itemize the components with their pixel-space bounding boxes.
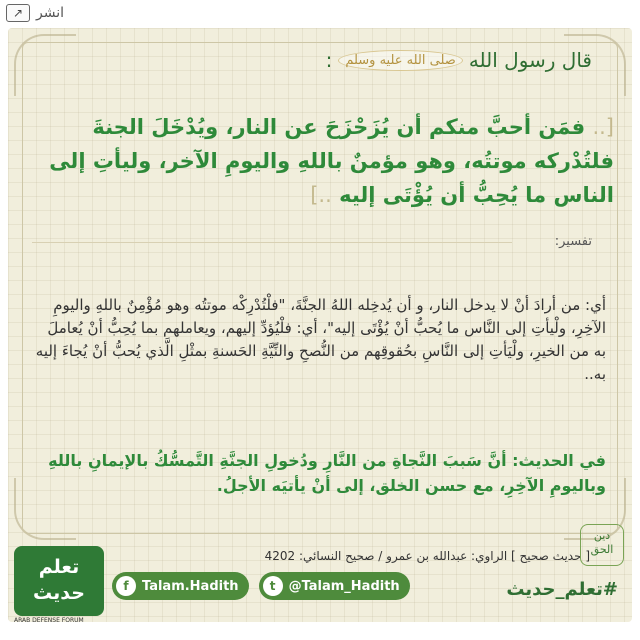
top-bar — [0, 0, 640, 28]
share-label: انشر — [36, 5, 64, 21]
divider — [32, 242, 512, 243]
pbuh-calligraphy-icon: صلى الله عليه وسلم — [338, 50, 463, 71]
hadith-source: [ حديث صحيح ] الراوي: عبدالله بن عمرو / صحيح النسائي: 4202 — [264, 549, 590, 563]
explanation-label: تفسير: — [554, 234, 592, 249]
forum-tagline: ARAB DEFENSE FORUM — [14, 617, 84, 622]
hadith-body: فمَن أحبَّ منكم أن يُزَحْزَحَ عن النار، ويُدْخَلَ الجنةَ فلتُدْركه موتتُه، وهو مؤمنٌ باللهِ واليومِ الآخر، وليأتِ إلى الناس ما يُحِبُّ أن يُؤْتَى إليه — [49, 115, 614, 207]
facebook-icon: f — [116, 576, 136, 596]
lesson-text: في الحديث: أنَّ سَببَ النَّجاةِ من النَّارِ ودُخولِ الجنَّةِ التَّمسُّكُ بالإيمانِ باللهِ وباليومِ الآخِرِ، مع حسن الخلق، إلى أنْ يأتيَه الأجلُ. — [48, 451, 606, 495]
footer — [8, 546, 632, 622]
twitter-link[interactable] — [259, 572, 410, 600]
facebook-handle: Talam.Hadith — [142, 578, 239, 594]
hadith-text — [26, 110, 614, 212]
share-icon: ↗ — [6, 4, 30, 22]
open-bracket: [.. — [592, 115, 614, 139]
twitter-icon: t — [263, 576, 283, 596]
explanation-text: أي: من أرادَ أنْ لا يدخل النار، و أن يُدخِله اللهُ الجنَّةَ، "فلْتُدْرِكْه موتتُه وهو مُؤْمِنٌ باللهِ واليومِ الآخِرِ، ولْيأتِ إلى النَّاس ما يُحبُّ أنْ يُؤْتَى إليه"، أي: فلْيُؤدِّ إليهم، ويعاملهم بما يُحِبُّ أنْ يُعاملَ به من الخيرِ، ولْيَأتِ إلى النَّاسِ بحُقوقِهم من النُّصحِ والنِّيَّةِ الحَسنةِ بمثْلِ الَّذي يُحبُّ أنْ يُجاءَ إليه به.. — [35, 296, 606, 383]
twitter-handle: @Talam_Hadith — [288, 578, 400, 594]
intro-colon: : — [325, 48, 333, 72]
social-links — [112, 572, 410, 600]
hadith-card — [8, 28, 632, 622]
facebook-link[interactable] — [112, 572, 249, 600]
talam-hadith-logo: تعلم حديث — [14, 546, 104, 616]
hadith-intro — [326, 48, 592, 72]
intro-text: قال رسول الله — [468, 48, 592, 72]
share-button[interactable] — [6, 4, 64, 22]
close-bracket: ..] — [310, 183, 332, 207]
din-alhaq-logo: دين الحق — [580, 524, 624, 566]
hashtag[interactable]: #تعلم_حديث — [506, 579, 618, 600]
